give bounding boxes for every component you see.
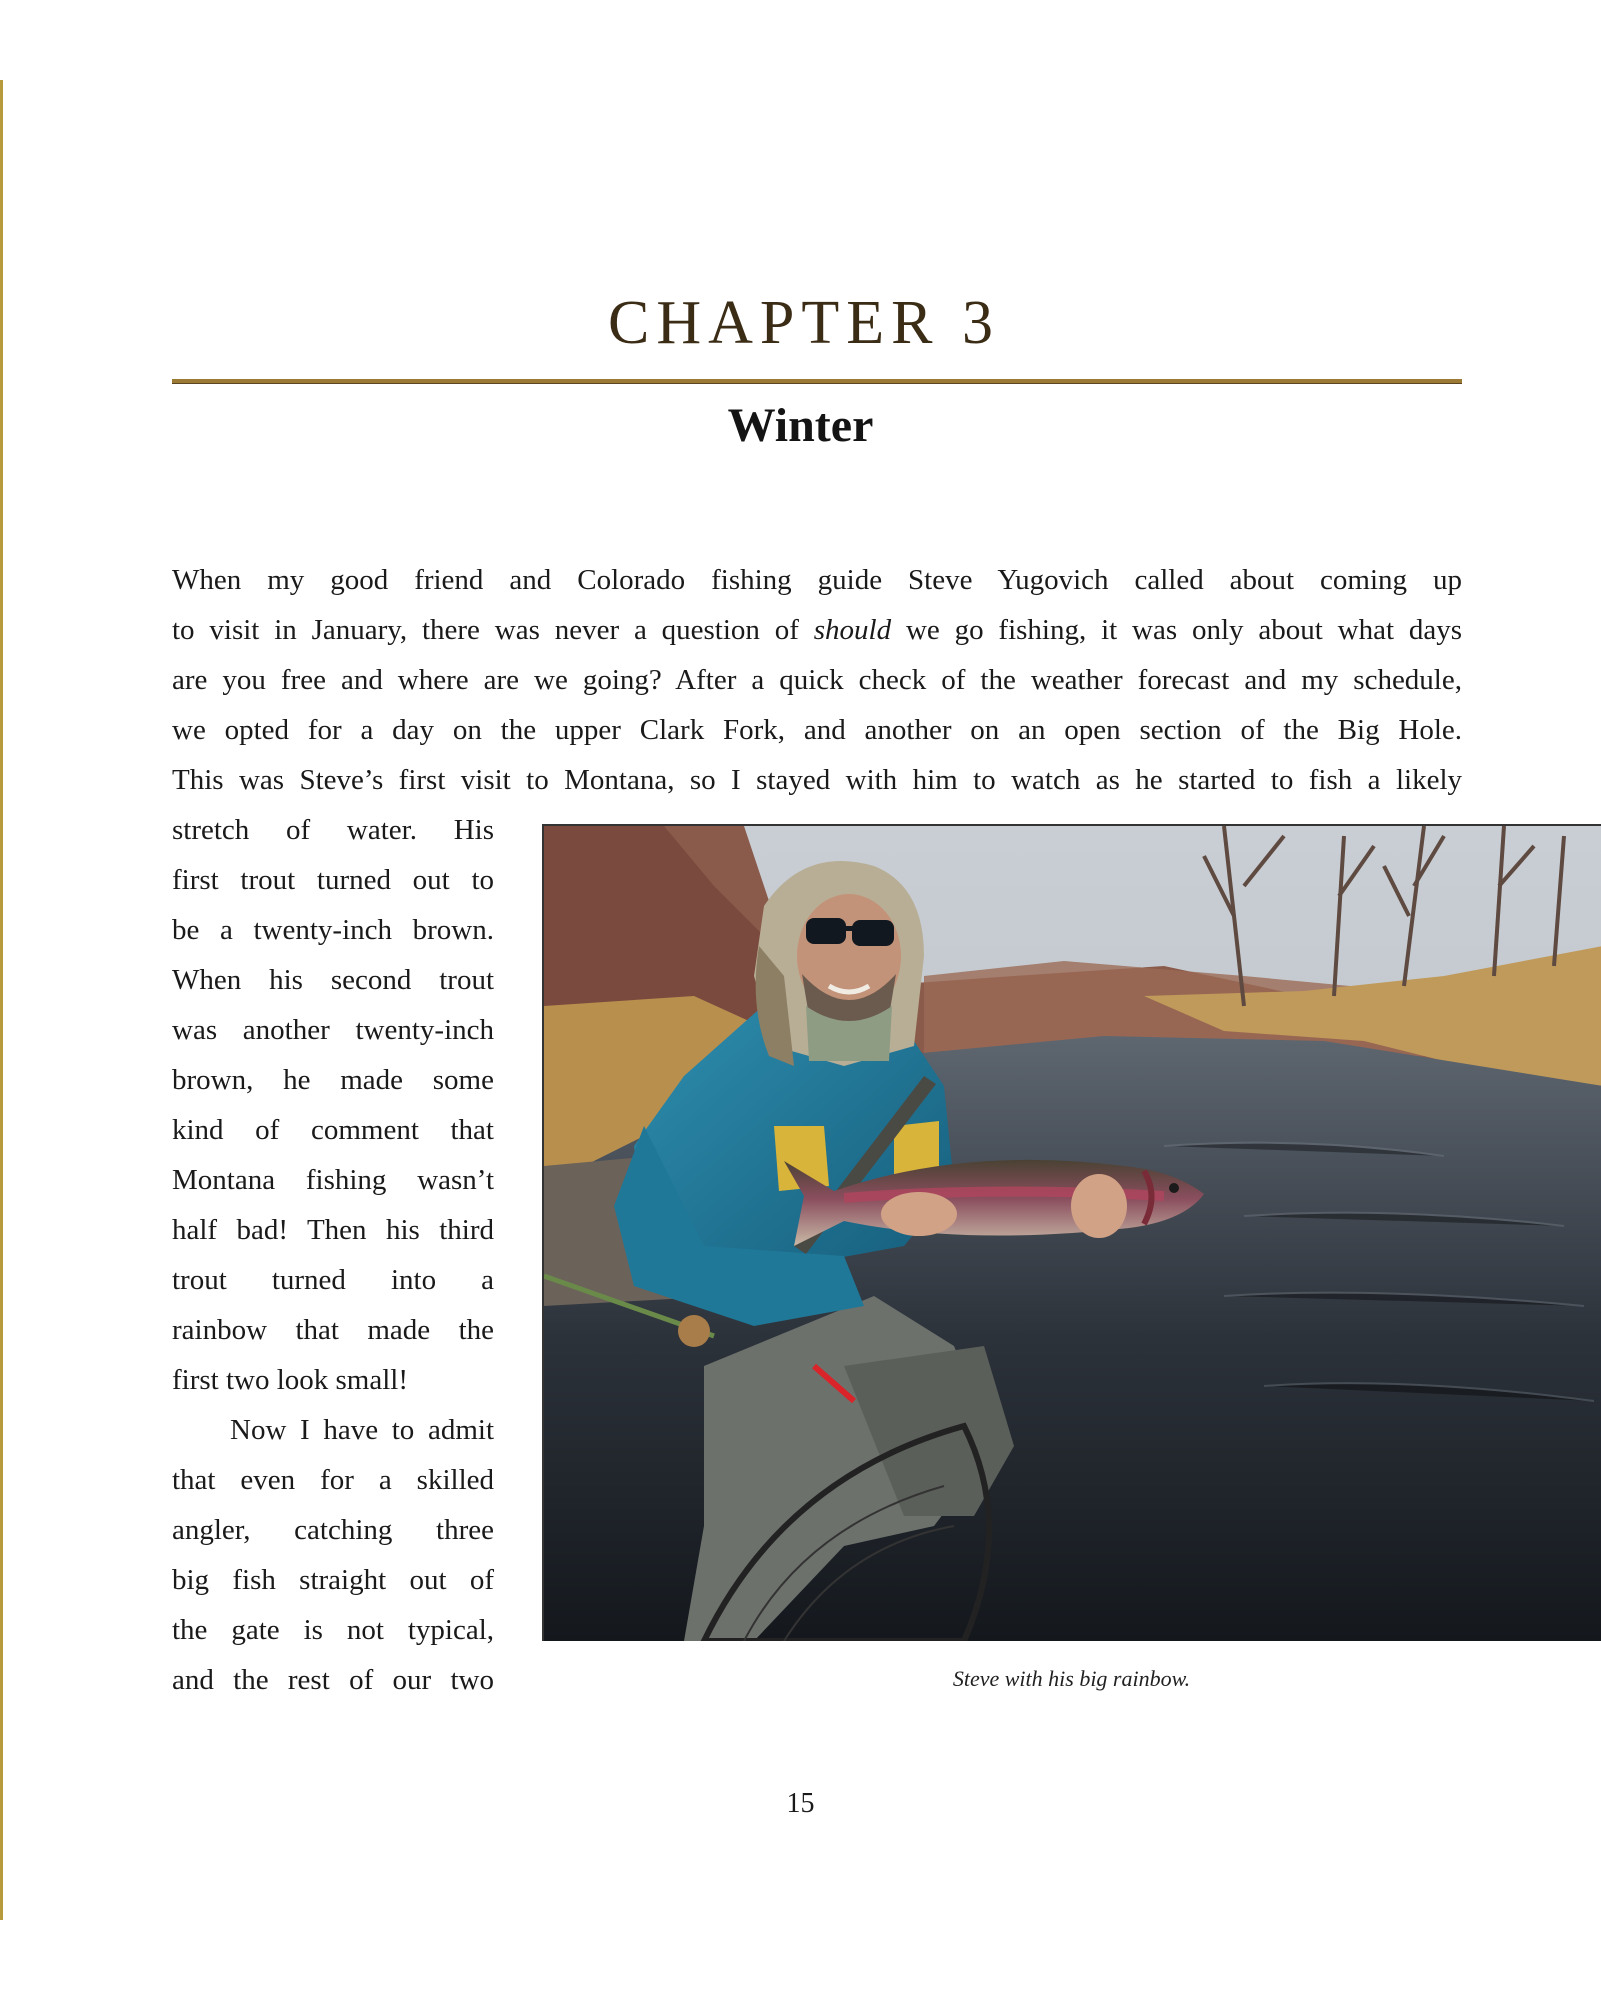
- body-line: When my good friend and Colorado fishing guide Steve Yugovich called about coming up: [172, 564, 1462, 596]
- page-edge-line: [0, 80, 3, 1920]
- opening-paragraph: [172, 555, 1462, 805]
- column-line: rainbow that made the: [172, 1314, 494, 1346]
- column-line: Now I have to admit: [230, 1414, 494, 1446]
- column-line: Montana fishing wasn’t: [172, 1164, 494, 1196]
- column-line: stretch of water. His: [172, 814, 494, 846]
- body-line: are you free and where are we going? After a quick check of the weather forecast and my schedule,: [172, 664, 1462, 696]
- column-line: was another twenty-inch: [172, 1014, 494, 1046]
- column-line: first trout turned out to: [172, 864, 494, 896]
- angler-photo: [542, 824, 1601, 1641]
- column-line: and the rest of our two: [172, 1664, 494, 1696]
- chapter-number: 3: [961, 289, 993, 357]
- emphasis-word: should: [813, 614, 892, 646]
- column-line: brown, he made some: [172, 1064, 494, 1096]
- column-line: angler, catching three: [172, 1514, 494, 1546]
- body-line: we opted for a day on the upper Clark Fork, and another on an open section of the Big Hole.: [172, 714, 1462, 746]
- angler-photo-illustration: [544, 826, 1601, 1641]
- column-line: trout turned into a: [172, 1264, 494, 1296]
- column-line: first two look small!: [172, 1364, 409, 1396]
- column-line: kind of comment that: [172, 1114, 494, 1146]
- body-line: This was Steve’s first visit to Montana, so I stayed with him to watch as he started to fish a likely: [172, 764, 1462, 796]
- chapter-rule: [172, 379, 1462, 384]
- column-line: half bad! Then his third: [172, 1214, 494, 1246]
- column-line: big fish straight out of: [172, 1564, 494, 1596]
- body-line: [172, 605, 1462, 655]
- text-column: [172, 805, 494, 1705]
- column-line: When his second trout: [172, 964, 494, 996]
- body-line-part: we go fishing, it was only about what days: [891, 614, 1462, 646]
- column-line: the gate is not typical,: [172, 1614, 494, 1646]
- body-line-part: to visit in January, there was never a question of: [172, 614, 814, 646]
- column-line: be a twenty-inch brown.: [172, 914, 494, 946]
- chapter-heading: [0, 289, 1601, 357]
- page-number: 15: [786, 1788, 815, 1819]
- chapter-word: CHAPTER: [608, 289, 940, 357]
- column-line: that even for a skilled: [172, 1464, 494, 1496]
- chapter-title: Winter: [727, 399, 874, 452]
- photo-caption: Steve with his big rainbow.: [952, 1666, 1191, 1691]
